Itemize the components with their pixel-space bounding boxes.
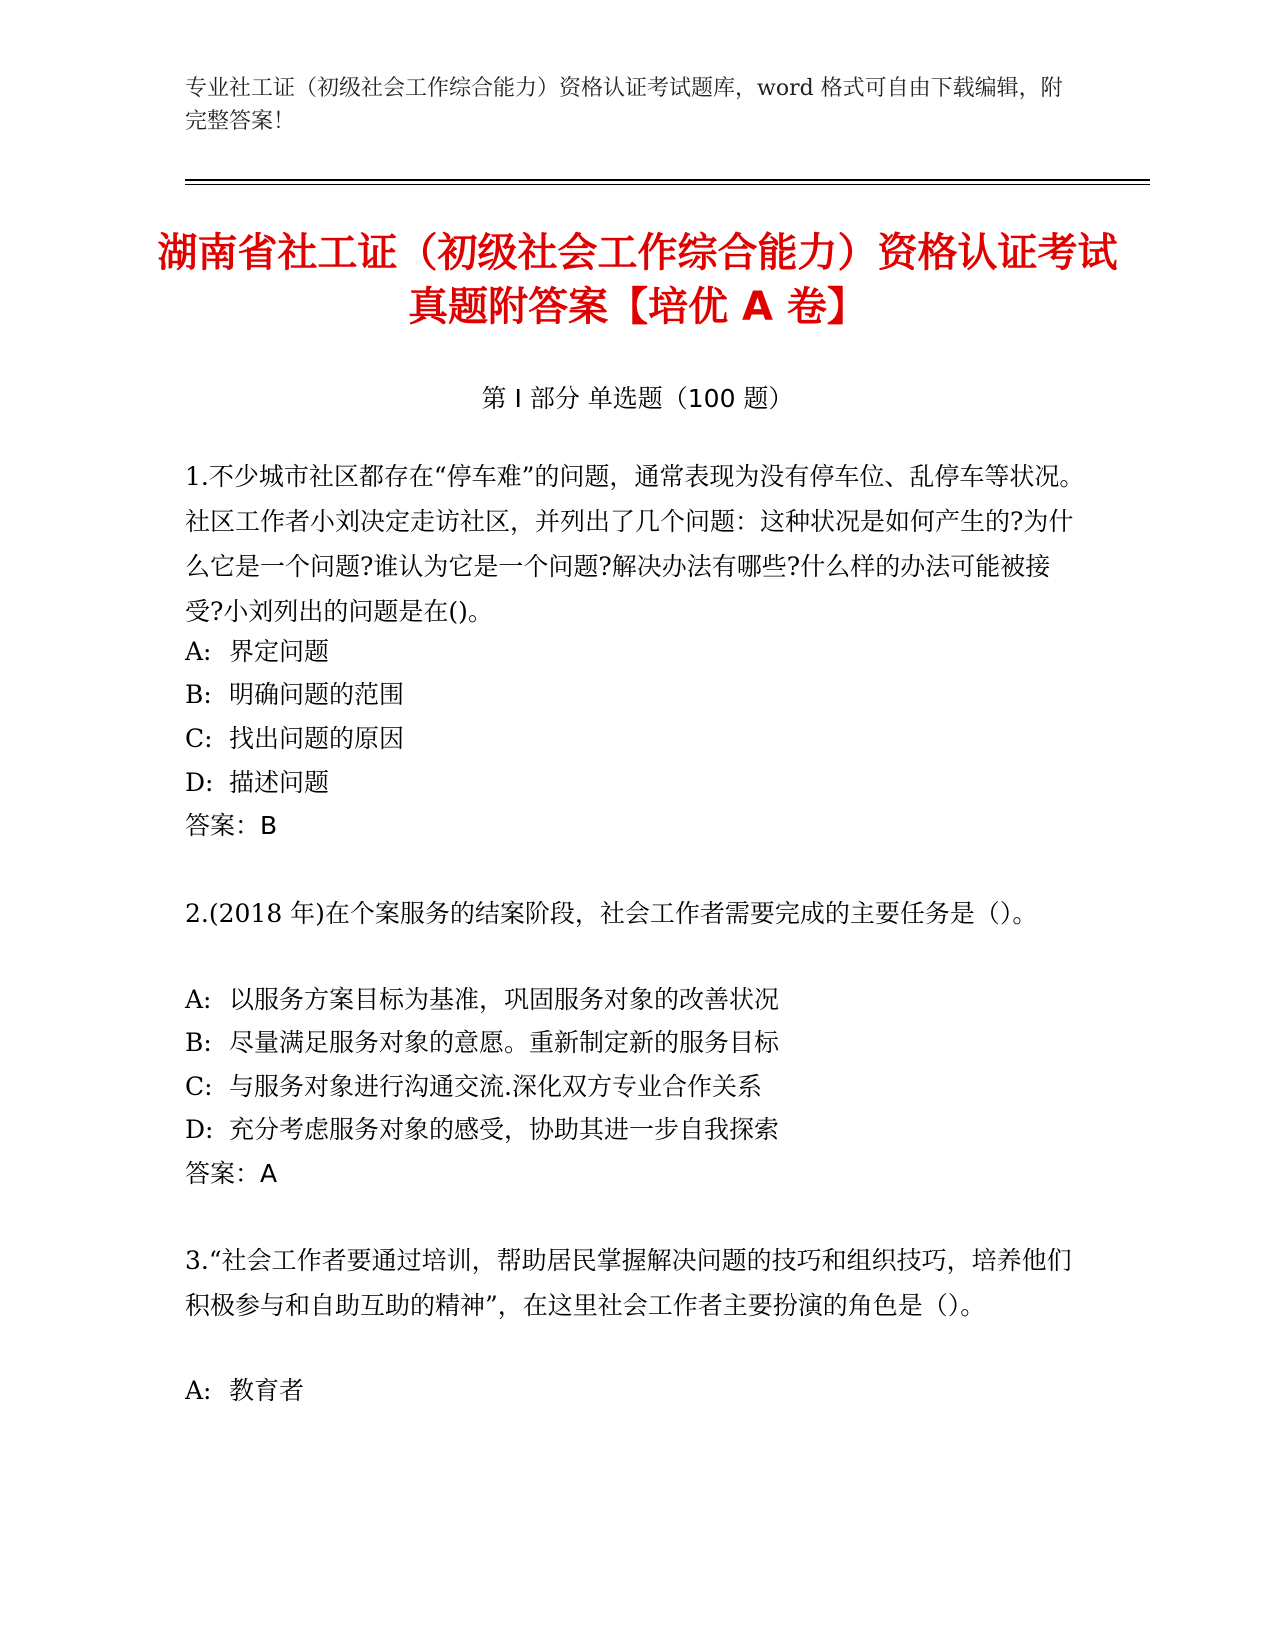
option-key: A:: [185, 985, 212, 1014]
question-1-option-c: [185, 716, 1085, 761]
option-text: 描述问题: [229, 768, 330, 797]
option-key: B:: [185, 680, 212, 709]
document-title: 湖南省社工证（初级社会工作综合能力）资格认证考试真题附答案【培优 A 卷】: [157, 230, 1118, 330]
header-note: 专业社工证（初级社会工作综合能力）资格认证考试题库，word 格式可自由下载编辑，附完整答案！: [185, 76, 1063, 134]
question-2-option-a: [185, 977, 1085, 1022]
question-1-option-d: [185, 760, 1085, 805]
question-2-option-d: [185, 1107, 1085, 1152]
question-3-text: 3.“社会工作者要通过培训，帮助居民掌握解决问题的技巧和组织技巧，培养他们积极参与和自助互助的精神”，在这里社会工作者主要扮演的角色是（）。: [185, 1246, 1072, 1320]
option-key: A:: [185, 637, 212, 666]
option-text: 明确问题的范围: [229, 680, 405, 709]
option-text: 找出问题的原因: [229, 724, 405, 753]
question-1-answer: 答案：B: [185, 811, 278, 840]
option-text: 与服务对象进行沟通交流.深化双方专业合作关系: [229, 1072, 762, 1101]
question-2-text: 2.(2018 年)在个案服务的结案阶段，社会工作者需要完成的主要任务是（）。: [185, 899, 1038, 928]
question-3-option-a: [185, 1368, 1085, 1413]
option-text: 充分考虑服务对象的感受，协助其进一步自我探索: [229, 1115, 780, 1144]
section-heading: 第 I 部分 单选题（100 题）: [481, 384, 794, 413]
question-1-text: 1.不少城市社区都存在“停车难”的问题，通常表现为没有停车位、乱停车等状况。社区工作者小刘决定走访社区，并列出了几个问题：这种状况是如何产生的?为什么它是一个问题?谁认为它是一个问题?解决办法有哪些?什么样的办法可能被接受?小刘列出的问题是在()。: [185, 462, 1085, 626]
option-key: D:: [185, 768, 214, 797]
header-divider-thick: [185, 179, 1150, 181]
header-divider-thin: [185, 184, 1150, 185]
question-2-answer: 答案：A: [185, 1159, 278, 1188]
option-key: C:: [185, 724, 213, 753]
option-text: 界定问题: [229, 637, 330, 666]
option-key: D:: [185, 1115, 214, 1144]
option-key: B:: [185, 1028, 212, 1057]
question-2-option-c: [185, 1064, 1085, 1109]
question-1-option-b: [185, 672, 1085, 717]
question-2-option-b: [185, 1020, 1085, 1065]
option-text: 教育者: [229, 1376, 305, 1405]
option-key: A:: [185, 1376, 212, 1405]
question-1-option-a: [185, 629, 1085, 674]
option-key: C:: [185, 1072, 213, 1101]
option-text: 尽量满足服务对象的意愿。重新制定新的服务目标: [229, 1028, 780, 1057]
option-text: 以服务方案目标为基准，巩固服务对象的改善状况: [229, 985, 780, 1014]
